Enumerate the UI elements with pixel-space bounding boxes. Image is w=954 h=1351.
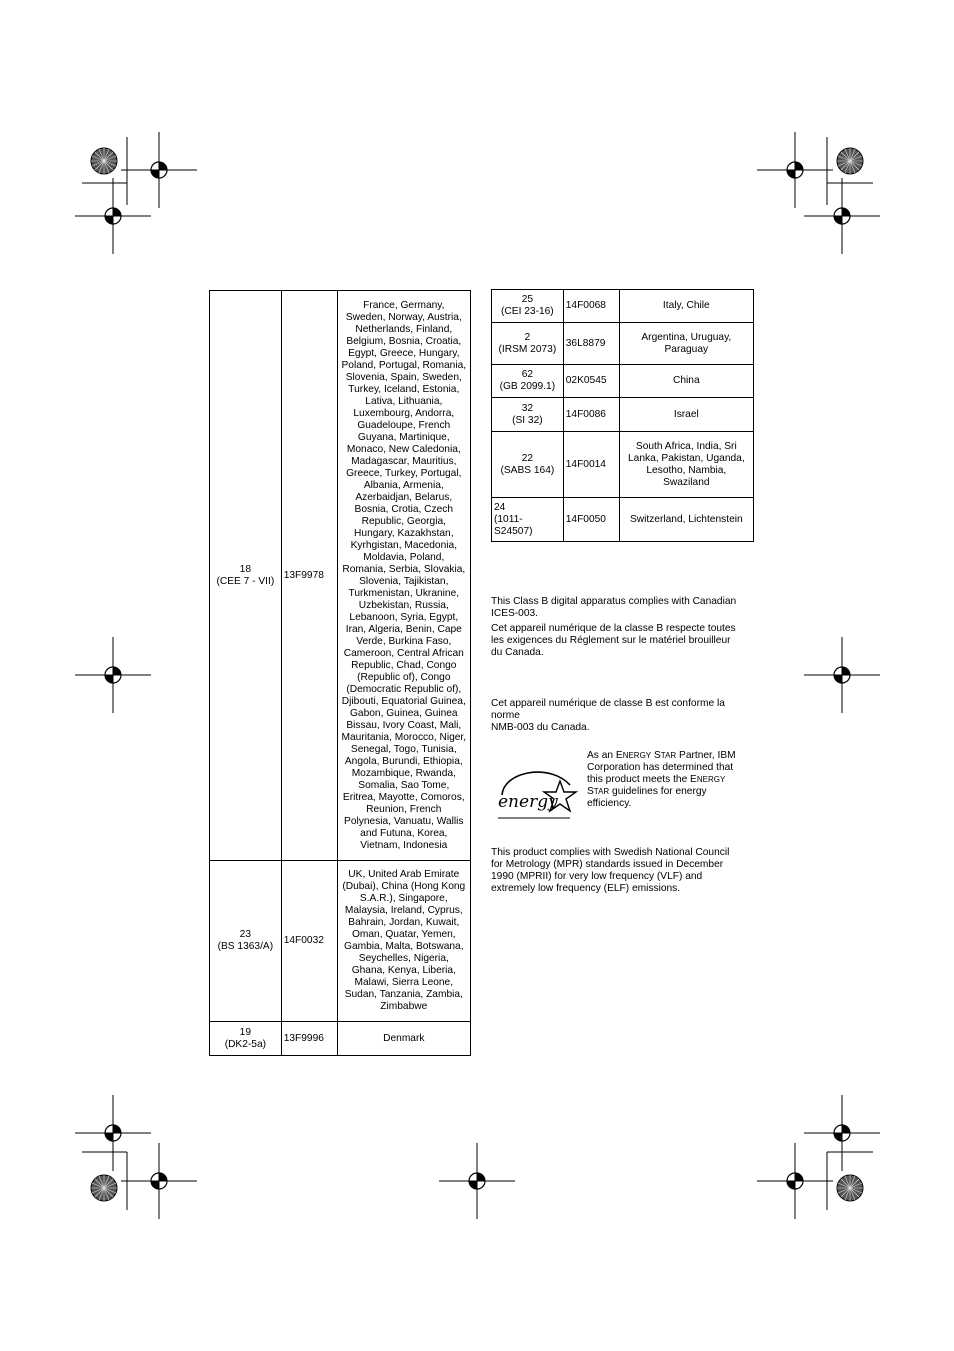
plug-type: 18 (CEE 7 - VII) — [210, 291, 282, 861]
plug-type: 32 (SI 32) — [492, 398, 564, 432]
swedish-mpr-statement: This product complies with Swedish National Council for Metrology (MPR) standards issued in December 1990 (MPRII) for very low frequency (VLF) and extremely low frequency (ELF) emissions. — [491, 847, 730, 894]
part-number: 13F9996 — [281, 1022, 337, 1056]
part-number: 14F0032 — [281, 861, 337, 1022]
table-row — [492, 498, 754, 542]
power-cord-table-left — [209, 290, 471, 1056]
countries: Italy, Chile — [619, 290, 753, 323]
part-number: 14F0050 — [563, 498, 619, 542]
countries: Denmark — [337, 1022, 470, 1056]
energy-star-logo — [490, 765, 580, 825]
part-number: 14F0086 — [563, 398, 619, 432]
table-row — [492, 432, 754, 498]
table-row — [210, 291, 471, 861]
plug-type: 22 (SABS 164) — [492, 432, 564, 498]
table-row — [492, 323, 754, 365]
plug-type: 23 (BS 1363/A) — [210, 861, 282, 1022]
nmb-compliance-2: NMB-003 du Canada. — [491, 722, 590, 733]
countries: UK, United Arab Emirate (Dubai), China (Hong Kong S.A.R.), Singapore, Malaysia, Ireland, Cyprus, Bahrain, Jordan, Kuwait, Oman, Quatar, Yemen, Gambia, Malta, Botswana, Seychelles, Nigeria, Ghana, Kenya, Liberia, Malawi, Sierra Leone, Sudan, Tanzania, Zambia, Zimbabwe — [337, 861, 470, 1022]
countries: China — [619, 365, 753, 398]
part-number: 14F0068 — [563, 290, 619, 323]
part-number: 02K0545 — [563, 365, 619, 398]
power-cord-table-right — [491, 289, 754, 542]
countries: Israel — [619, 398, 753, 432]
part-number: 13F9978 — [281, 291, 337, 861]
countries: France, Germany, Sweden, Norway, Austria, Netherlands, Finland, Belgium, Bosnia, Croatia, Egypt, Greece, Hungary, Poland, Portugal, Romania, Slovenia, Spain, Sweden, Turkey, Iceland, Estonia, Lativa, Lithuania, Luxembourg, Andorra, Guadeloupe, French Guyana, Martinique, Monaco, New Caledonia, Madagascar, Mauritius, Greece, Turkey, Portugal, Albania, Armenia, Azerbaidjan, Belarus, Bosnia, Crotia, Czech Republic, Georgia, Hungary, Kazakhstan, Kyrhgistan, Macedonia, Moldavia, Poland, Romania, Serbia, Slovakia, Slovenia, Tajikistan, Turkmenistan, Ukranine, Uzbekistan, Russia, Lebanoon, Syria, Egypt, Iran, Algeria, Benin, Cape Verde, Burkina Faso, Cameroon, Central African Republic, Chad, Congo (Republic of), Congo (Democratic Republic of), Djibouti, Equatorial Guinea, Gabon, Guinea, Guinea Bissau, Ivory Coast, Mali, Mauritania, Morocco, Niger, Senegal, Togo, Tunisia, Angola, Burundi, Ethiopia, Mozambique, Rwanda, Somalia, Sao Tome, Eritrea, Mayotte, Comoros, Reunion, French Polynesia, Vanuatu, Wallis and Futuna, Korea, Vietnam, Indonesia — [337, 291, 470, 861]
countries: Switzerland, Lichtenstein — [619, 498, 753, 542]
plug-type: 62 (GB 2099.1) — [492, 365, 564, 398]
nmb-compliance: Cet appareil numérique de classe B est conforme la norme — [491, 698, 725, 721]
part-number: 14F0014 — [563, 432, 619, 498]
countries: Argentina, Uruguay, Paraguay — [619, 323, 753, 365]
part-number: 36L8879 — [563, 323, 619, 365]
plug-type: 24 (1011- S24507) — [492, 498, 564, 542]
table-row — [210, 861, 471, 1022]
countries: South Africa, India, Sri Lanka, Pakistan, Uganda, Lesotho, Nambia, Swaziland — [619, 432, 753, 498]
table-row — [492, 365, 754, 398]
canada-compliance-en: This Class B digital apparatus complies with Canadian ICES-003. — [491, 596, 737, 619]
plug-type: 2 (IRSM 2073) — [492, 323, 564, 365]
table-row — [492, 290, 754, 323]
energy-star-statement: As an ENERGY STAR Partner, IBM Corporation has determined that this product meets the ENERGY STAR guidelines for energy efficiency. — [587, 750, 736, 809]
plug-type: 19 (DK2-5a) — [210, 1022, 282, 1056]
energy-logo-word: energy — [498, 792, 558, 812]
table-row — [492, 398, 754, 432]
table-row — [210, 1022, 471, 1056]
canada-compliance-fr: Cet appareil numérique de la classe B respecte toutes les exigences du Réglement sur le matériel brouilleur du Canada. — [491, 623, 736, 658]
plug-type: 25 (CEI 23-16) — [492, 290, 564, 323]
